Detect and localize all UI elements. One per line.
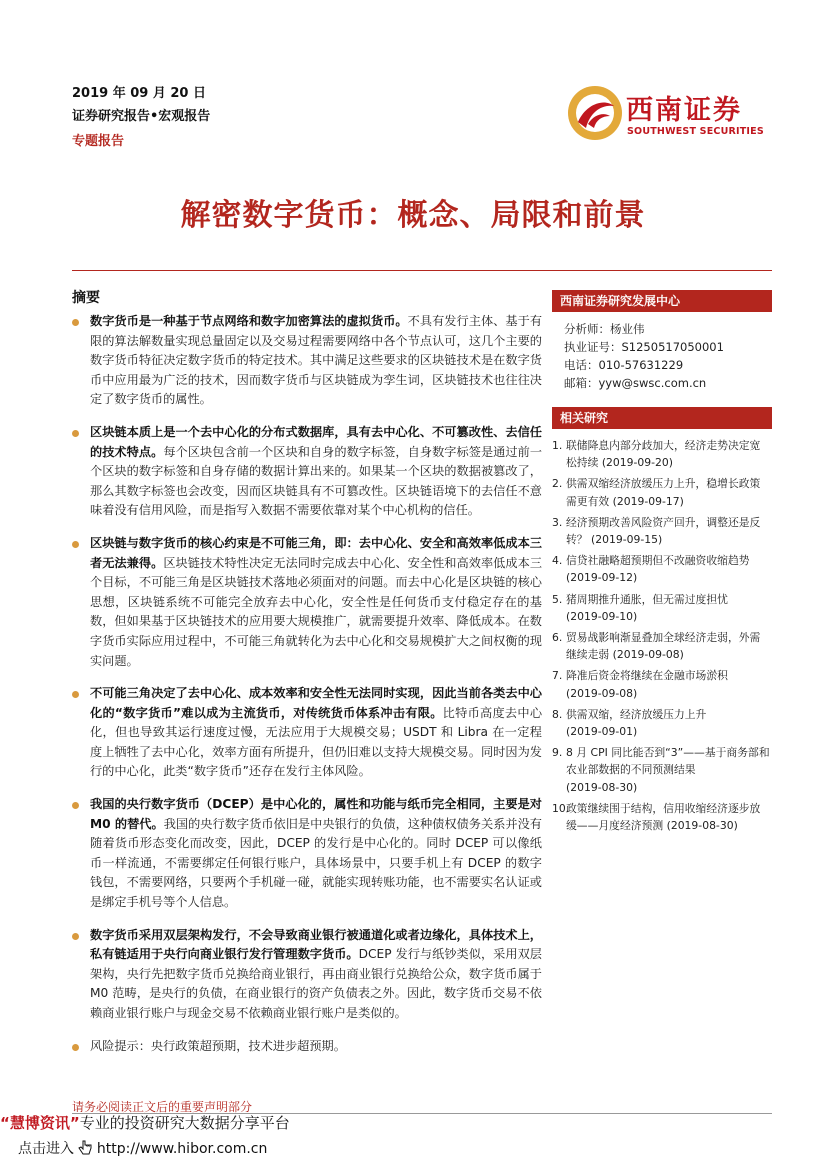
- watermark-link-prefix: 点击进入: [18, 1141, 74, 1157]
- related-item-title: 供需双缩经济放缓压力上升，稳增长政策需更有效: [566, 477, 761, 508]
- related-item[interactable]: [552, 800, 772, 834]
- hand-cursor-icon: [78, 1140, 92, 1156]
- related-item-date: (2019-09-01): [566, 725, 638, 739]
- related-item-number: 2.: [552, 477, 563, 491]
- related-item[interactable]: [552, 667, 772, 701]
- abstract-bullet: [72, 684, 542, 782]
- analyst-email[interactable]: 邮箱：yyw@swsc.com.cn: [564, 376, 707, 390]
- bullet-lead: 数字货币采用双层架构发行，不会导致商业银行被通道化或者边缘化，具体技术上，私有链适用于央行向商业银行发行管理数字货币。: [90, 927, 542, 962]
- related-item[interactable]: [552, 744, 772, 796]
- related-item-number: 6.: [552, 631, 563, 645]
- related-item-title: 经济预期改善风险资产回升，调整还是反转？: [566, 515, 761, 547]
- abstract-bullet: [72, 795, 542, 913]
- related-research: [552, 407, 772, 838]
- watermark-url: http://www.hibor.com.cn: [96, 1141, 268, 1157]
- abstract-column: [72, 312, 542, 1069]
- related-item-title: 供需双缩，经济放缓压力上升: [566, 707, 707, 721]
- related-item-number: 3.: [552, 515, 563, 529]
- watermark-banner: [0, 1112, 290, 1133]
- related-item[interactable]: [552, 437, 772, 471]
- abstract-bullet: [72, 312, 542, 410]
- report-date: 2019 年 09 月 20 日: [72, 86, 206, 101]
- bullet-text: 每个区块包含前一个区块和自身的数字标签，自身数字标签是通过前一个区块的数字标签和自身存储的数据计算出来的。如果某一个区块的数据被篡改了，那么其数字标签也会改变，因而区块链具有不可篡改性。区块链语境下的去信任不意味着没有信用风险，而是指写入数据不需要依靠对某个中心机构的信任。: [90, 444, 543, 518]
- bullet-text: DCEP 发行与纸钞类似，采用双层架构，央行先把数字货币兑换给商业银行，再由商业银行兑换给公众，数字货币属于 M0 范畴，是央行的负债，在商业银行的资产负债表之外。因此，数字货币交易不依赖商业银行账户与现金交易不依赖商业银行账户是类似的。: [90, 947, 542, 1020]
- bullet-dot-icon: [72, 933, 79, 940]
- bullet-lead: 区块链与数字货币的核心约束是不可能三角，即：去中心化、安全和高效率低成本三者无法兼得。: [90, 535, 542, 570]
- analyst-name: 分析师：杨业伟: [564, 322, 645, 336]
- report-category: 证券研究报告•宏观报告: [72, 109, 211, 124]
- watermark-link[interactable]: [18, 1138, 267, 1158]
- related-item-date: (2019-08-30): [666, 819, 738, 833]
- related-item-title: 猪周期推升通胀，但无需过度担忧: [566, 592, 728, 606]
- abstract-bullet: [72, 423, 542, 521]
- watermark-slogan: 专业的投资研究大数据分享平台: [79, 1114, 290, 1132]
- related-item-title: 8 月 CPI 同比能否到“3”——基于商务部和农业部数据的不同预测结果: [566, 746, 770, 777]
- related-item-date: (2019-09-17): [612, 494, 684, 508]
- analyst-license: 执业证号：S1250517050001: [564, 340, 724, 354]
- bullet-text: 我国的央行数字货币依旧是中央银行的负债，这种债权债务关系并没有随着货币形态变化而改变，因此，DCEP 的发行是中心化的。同时 DCEP 可以像纸币一样流通，不需要绑定任何银行账户，具体场景中，只要手机上有 DCEP 的数字钱包，不需要网络，只要两个手机碰一碰，就能实现转账功能，也不需要实名认证或是绑定手机号等个人信息。: [90, 816, 542, 910]
- related-item-number: 4.: [552, 554, 563, 568]
- abstract-bullet: [72, 534, 542, 671]
- related-item-date: (2019-08-30): [566, 780, 638, 794]
- bullet-text: 比特币高度去中心化，但也导致其运行速度过慢，无法应用于大规模交易；USDT 和 Libra 在一定程度上牺牲了去中心化，效率方面有所提升，但仍旧难以支持大规模交易。同时因为发行的中心化，此类“数字货币”还存在发行主体风险。: [90, 705, 543, 779]
- bullet-lead: 不可能三角决定了去中心化、成本效率和安全性无法同时实现，因此当前各类去中心化的“数字货币”难以成为主流货币，对传统货币体系冲击有限。: [90, 686, 542, 720]
- related-item[interactable]: [552, 552, 772, 586]
- bullet-dot-icon: [72, 1044, 79, 1051]
- related-item-number: 7.: [552, 669, 563, 683]
- related-item-number: 5.: [552, 592, 563, 606]
- related-item-date: (2019-09-08): [612, 648, 684, 662]
- related-item-title: 贸易战影响渐显叠加全球经济走弱，外需继续走弱: [566, 631, 761, 662]
- bullet-text: 不具有发行主体、基于有限的算法解数量实现总量固定以及交易过程需要网络中各个节点认可，这几个主要的数字货币特征决定数字货币的特定技术。其中满足这些要求的区块链技术是在数字货币中应用最为广泛的技术，因而数字货币与区块链成为孪生词，区块链技术也往往决定了数字货币的属性。: [90, 314, 543, 407]
- related-item-number: 10.: [552, 801, 570, 815]
- related-item-date: (2019-09-08): [566, 686, 638, 700]
- bullet-dot-icon: [72, 430, 79, 437]
- bullet-text: 风险提示：央行政策超预期，技术进步超预期。: [90, 1038, 346, 1053]
- bullet-lead: 我国的央行数字货币（DCEP）是中心化的，属性和功能与纸币完全相同，主要是对 M0 的替代。: [90, 797, 542, 831]
- analyst-phone: 电话：010-57631229: [564, 358, 684, 372]
- related-item-date: (2019-09-15): [591, 533, 663, 547]
- company-logo: [566, 82, 771, 142]
- report-title: 解密数字货币：概念、局限和前景: [180, 198, 646, 233]
- related-item-date: (2019-09-10): [566, 609, 638, 623]
- analyst-box-heading: 西南证券研究发展中心: [552, 290, 772, 312]
- related-item-title: 联储降息内部分歧加大，经济走势决定宽松持续: [566, 439, 761, 470]
- bullet-dot-icon: [72, 541, 79, 548]
- related-item-title: 降准后资金将继续在金融市场淤积: [566, 669, 728, 683]
- title-divider: [72, 270, 772, 271]
- abstract-heading: 摘要: [72, 290, 100, 306]
- related-item[interactable]: [552, 629, 772, 663]
- report-type: 专题报告: [72, 134, 125, 149]
- watermark-quote: ”: [69, 1114, 80, 1132]
- abstract-bullet: [72, 926, 542, 1024]
- related-item-date: (2019-09-12): [566, 571, 638, 585]
- bullet-lead: 数字货币是一种基于节点网络和数字加密算法的虚拟货币。: [90, 314, 408, 328]
- logo-english-name: SOUTHWEST SECURITIES: [627, 126, 764, 137]
- related-item-number: 8.: [552, 707, 563, 721]
- bullet-lead: 区块链本质上是一个去中心化的分布式数据库，具有去中心化、不可篡改性、去信任的技术特点。: [90, 424, 542, 459]
- bullet-dot-icon: [72, 802, 79, 809]
- related-item-title: 政策继续围于结构，信用收缩经济逐步放缓——月度经济预测: [566, 801, 761, 833]
- related-item[interactable]: [552, 591, 772, 625]
- watermark-quote: “: [0, 1114, 10, 1132]
- related-research-heading: 相关研究: [552, 407, 772, 429]
- related-item-number: 1.: [552, 439, 563, 452]
- related-item[interactable]: [552, 514, 772, 548]
- related-item-date: (2019-09-20): [601, 456, 673, 470]
- disclaimer-note: 请务必阅读正文后的重要声明部分: [72, 1100, 253, 1114]
- watermark-brand: 慧博资讯: [9, 1114, 70, 1132]
- bullet-text: 区块链技术特性决定无法同时完成去中心化、安全性和高效率低成本三个目标，不可能三角是区块链技术落地必须面对的问题。而去中心化是区块链的核心思想，区块链系统不可能完全放弃去中心化，安全性是任何货币支付稳定存在的基数，但如果基于区块链技术的应用要大规模推广，就需要提升效率、降低成本。在数字货币实际应用过程中，不可能三角就转化为去中心化和交易规模扩大之间权衡的现实问题。: [90, 555, 543, 668]
- bullet-dot-icon: [72, 319, 79, 326]
- risk-warning: [72, 1037, 542, 1057]
- logo-chinese-name: 西南证券: [626, 95, 742, 126]
- related-item-number: 9.: [552, 746, 563, 760]
- related-item-title: 信贷社融略超预期但不改融资收缩趋势: [566, 554, 750, 568]
- analyst-box: [552, 290, 772, 392]
- related-item[interactable]: [552, 475, 772, 509]
- related-item[interactable]: [552, 706, 772, 740]
- logo-emblem-icon: [566, 84, 624, 142]
- bullet-dot-icon: [72, 691, 79, 698]
